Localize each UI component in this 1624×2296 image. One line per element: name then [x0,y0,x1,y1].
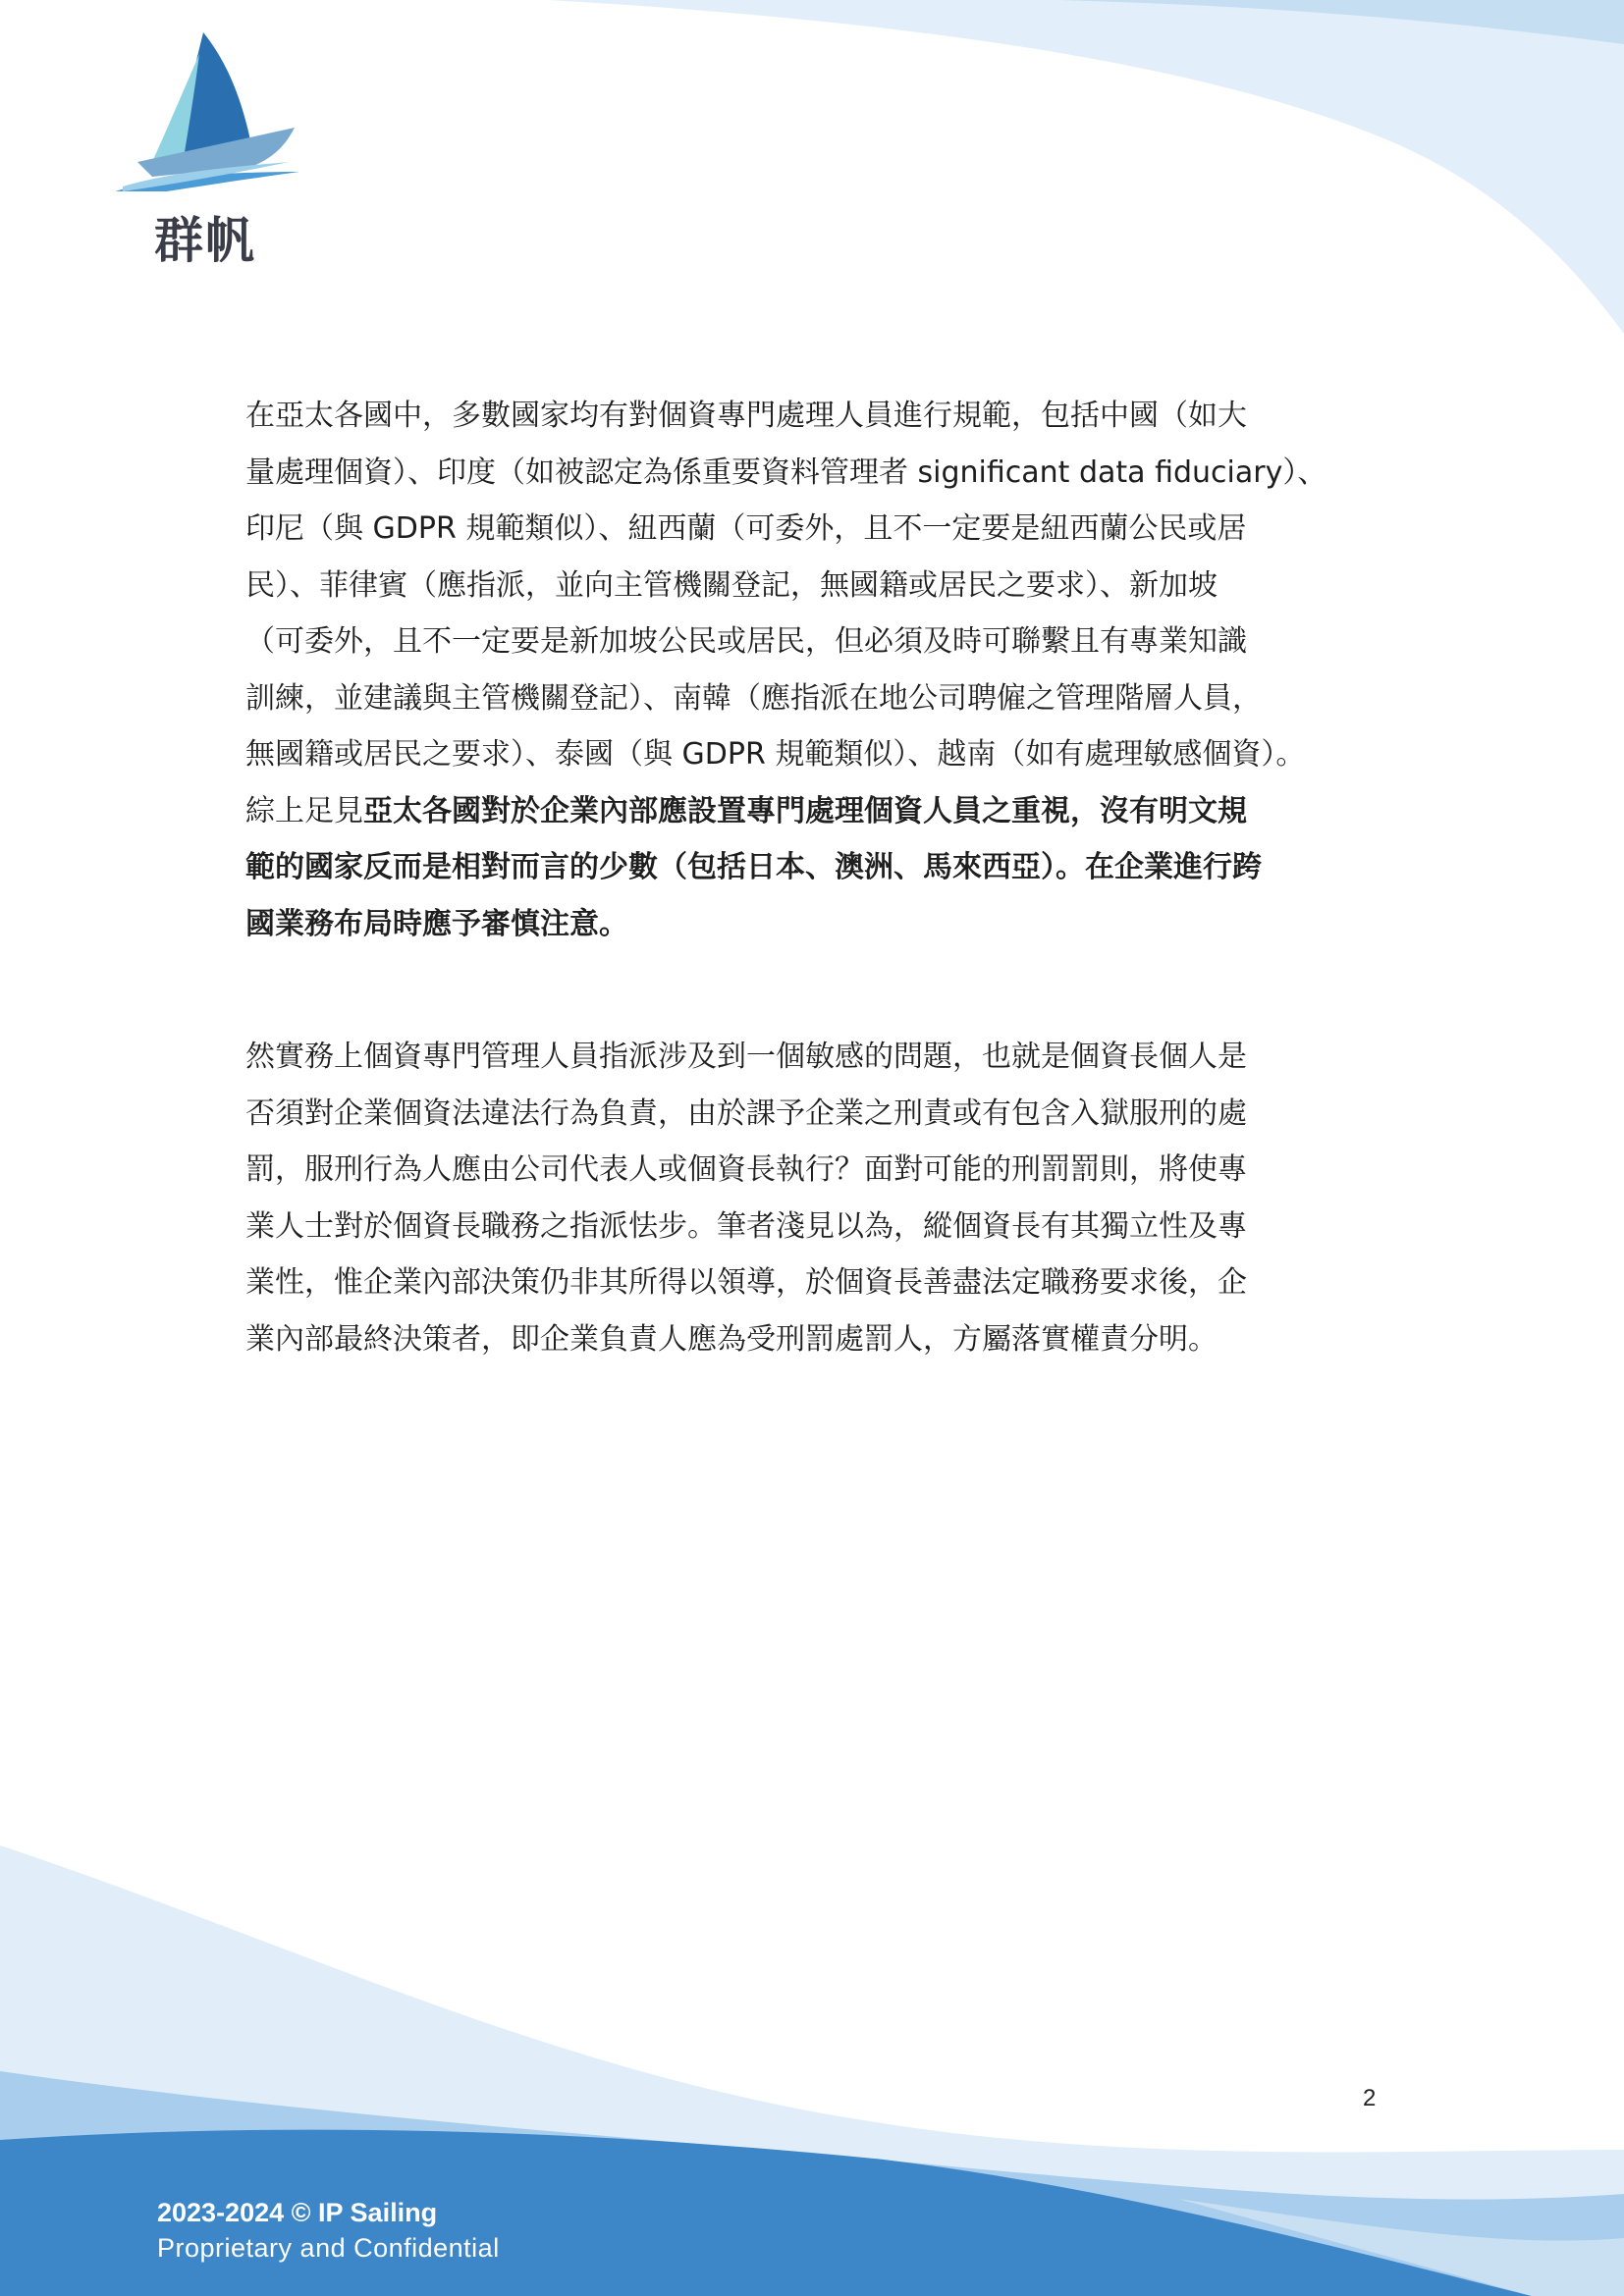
text-segment: 罰，服刑行為人應由公司代表人或個資長執行？面對可能的刑罰罰則，將使專 [245,1152,1247,1187]
footer [157,2195,500,2266]
footer-confidential: Proprietary and Confidential [157,2233,500,2263]
text-segment: （可委外，且不一定要是新加坡公民或居民，但必須及時可聯繫且有專業知識 [245,624,1247,659]
text-line [245,1086,1384,1143]
text-segment: 業內部最終決策者，即企業負責人應為受刑罰處罰人，方屬落實權責分明。 [245,1321,1218,1357]
document-body [245,388,1384,1367]
text-line [245,501,1384,558]
footer-copyright: 2023-2024 © IP Sailing [157,2198,438,2227]
text-segment: 業人士對於個資長職務之指派怯步。筆者淺見以為，縱個資長有其獨立性及專 [245,1208,1247,1244]
text-segment: 否須對企業個資法違法行為負責，由於課予企業之刑責或有包含入獄服刑的處 [245,1095,1247,1131]
text-line [245,726,1384,783]
text-line [245,1255,1384,1311]
text-segment: 民）、菲律賓（應指派，並向主管機關登記，無國籍或居民之要求）、新加坡 [245,567,1218,603]
text-line [245,896,1384,953]
text-segment: 業性，惟企業內部決策仍非其所得以領導，於個資長善盡法定職務要求後，企 [245,1265,1247,1300]
brand-name: 群帆 [154,212,256,269]
text-segment: 訓練，並建議與主管機關登記）、南韓（應指派在地公司聘僱之管理階層人員， [245,680,1262,716]
text-segment: 量處理個資）、印度（如被認定為係重要資料管理者 significant data fiduciary）、 [245,454,1327,490]
text-line [245,1199,1384,1255]
text-segment: 在亞太各國中，多數國家均有對個資專門處理人員進行規範，包括中國（如大 [245,399,1247,433]
text-segment: 印尼（與 GDPR 規範類似）、紐西蘭（可委外，且不一定要是紐西蘭公民或居 [245,511,1247,546]
text-segment: 綜上足見 [245,793,363,828]
text-line [245,388,1384,445]
brand-logo [93,25,304,270]
text-line [245,558,1384,614]
text-line [245,670,1384,727]
text-line [245,445,1384,502]
bold-text-segment: 亞太各國對於企業內部應設置專門處理個資人員之重視，沒有明文規 [363,793,1247,828]
page-number: 2 [1363,2085,1377,2111]
bold-text-segment: 範的國家反而是相對而言的少數（包括日本、澳洲、馬來西亞）。在企業進行跨 [245,850,1262,884]
bold-text-segment: 國業務布局時應予審慎注意。 [245,906,628,941]
text-segment: 無國籍或居民之要求）、泰國（與 GDPR 規範類似）、越南（如有處理敏感個資）。 [245,737,1306,772]
paragraph [245,388,1384,952]
paragraph [245,1029,1384,1367]
text-line [245,1311,1384,1368]
text-segment: 然實務上個資專門管理人員指派涉及到一個敏感的問題，也就是個資長個人是 [245,1040,1247,1074]
text-line [245,1142,1384,1199]
text-line [245,839,1384,896]
text-line [245,1029,1384,1086]
sailboat-icon [93,25,304,191]
text-line [245,614,1384,670]
text-line [245,783,1384,840]
